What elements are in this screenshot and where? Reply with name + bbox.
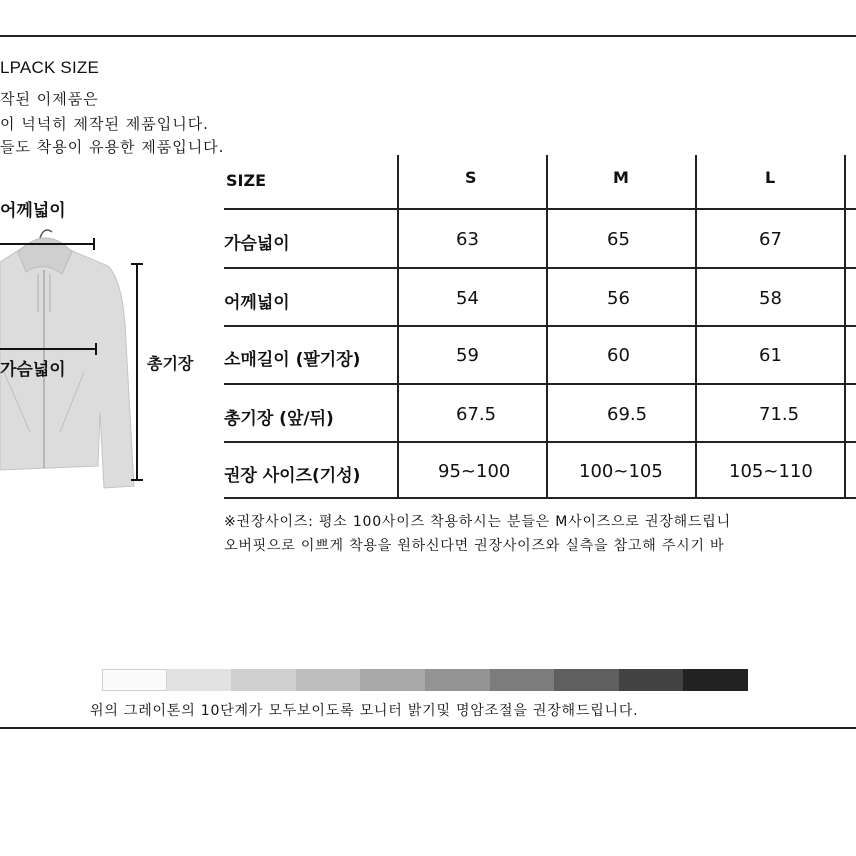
table-col-divider: [397, 155, 399, 499]
grayscale-caption: 위의 그레이톤의 10단계가 모두보이도록 모니터 밝기및 명암조절을 권장해드립니다.: [90, 703, 639, 719]
table-cell: 61: [759, 345, 782, 366]
table-header-m: M: [613, 168, 629, 187]
table-cell: 54: [456, 288, 479, 309]
table-row-divider: [224, 325, 856, 327]
table-cell: 67.5: [456, 404, 497, 425]
brand-title: LPACK SIZE: [0, 58, 99, 77]
table-col-divider: [546, 155, 548, 499]
gray-swatch: [490, 669, 555, 691]
table-header-l: L: [765, 168, 776, 187]
grayscale-bar: [102, 669, 748, 691]
table-row-divider: [224, 208, 856, 210]
table-cell: 67: [759, 229, 782, 250]
row-label-recommended: 권장 사이즈(기성): [224, 466, 361, 486]
gray-swatch: [167, 669, 232, 691]
gray-swatch: [296, 669, 361, 691]
table-cell: 105~110: [729, 461, 813, 482]
table-cell: 58: [759, 288, 782, 309]
table-row-divider: [224, 497, 856, 499]
note-line-2: 오버핏으로 이쁘게 착용을 원하신다면 권장사이즈와 실측을 참고해 주시기 바: [224, 538, 725, 554]
table-cell: 59: [456, 345, 479, 366]
top-border: [0, 35, 856, 37]
table-header-s: S: [465, 168, 477, 187]
intro-line-2: 이 넉넉히 제작된 제품입니다.: [0, 115, 209, 133]
table-cell: 65: [607, 229, 630, 250]
table-cell: 95~100: [438, 461, 511, 482]
table-header-size: SIZE: [226, 171, 267, 190]
gray-swatch: [102, 669, 167, 691]
row-label-length: 총기장 (앞/뒤): [224, 409, 334, 429]
gray-swatch: [425, 669, 490, 691]
row-label-sleeve: 소매길이 (팔기장): [224, 350, 361, 370]
chest-label: 가슴넓이: [0, 360, 66, 380]
table-row-divider: [224, 441, 856, 443]
table-row-divider: [224, 267, 856, 269]
table-cell: 100~105: [579, 461, 663, 482]
gray-swatch: [683, 669, 748, 691]
table-col-divider: [695, 155, 697, 499]
length-label: 총기장: [147, 354, 194, 373]
gray-swatch: [231, 669, 296, 691]
intro-line-1: 작된 이제품은: [0, 90, 99, 108]
table-cell: 71.5: [759, 404, 800, 425]
table-cell: 60: [607, 345, 630, 366]
gray-swatch: [554, 669, 619, 691]
table-cell: 56: [607, 288, 630, 309]
table-cell: 69.5: [607, 404, 648, 425]
gray-swatch: [619, 669, 684, 691]
note-line-1: ※권장사이즈: 평소 100사이즈 착용하시는 분들은 M사이즈으로 권장해드립니: [224, 514, 731, 530]
row-label-shoulder: 어께넓이: [224, 293, 290, 313]
table-col-divider: [844, 155, 846, 499]
gray-swatch: [360, 669, 425, 691]
table-cell: 63: [456, 229, 479, 250]
bottom-border: [0, 727, 856, 729]
intro-line-3: 들도 착용이 유용한 제품입니다.: [0, 138, 225, 156]
table-row-divider: [224, 383, 856, 385]
shoulder-label: 어께넓이: [0, 201, 66, 221]
row-label-chest: 가슴넓이: [224, 234, 290, 254]
